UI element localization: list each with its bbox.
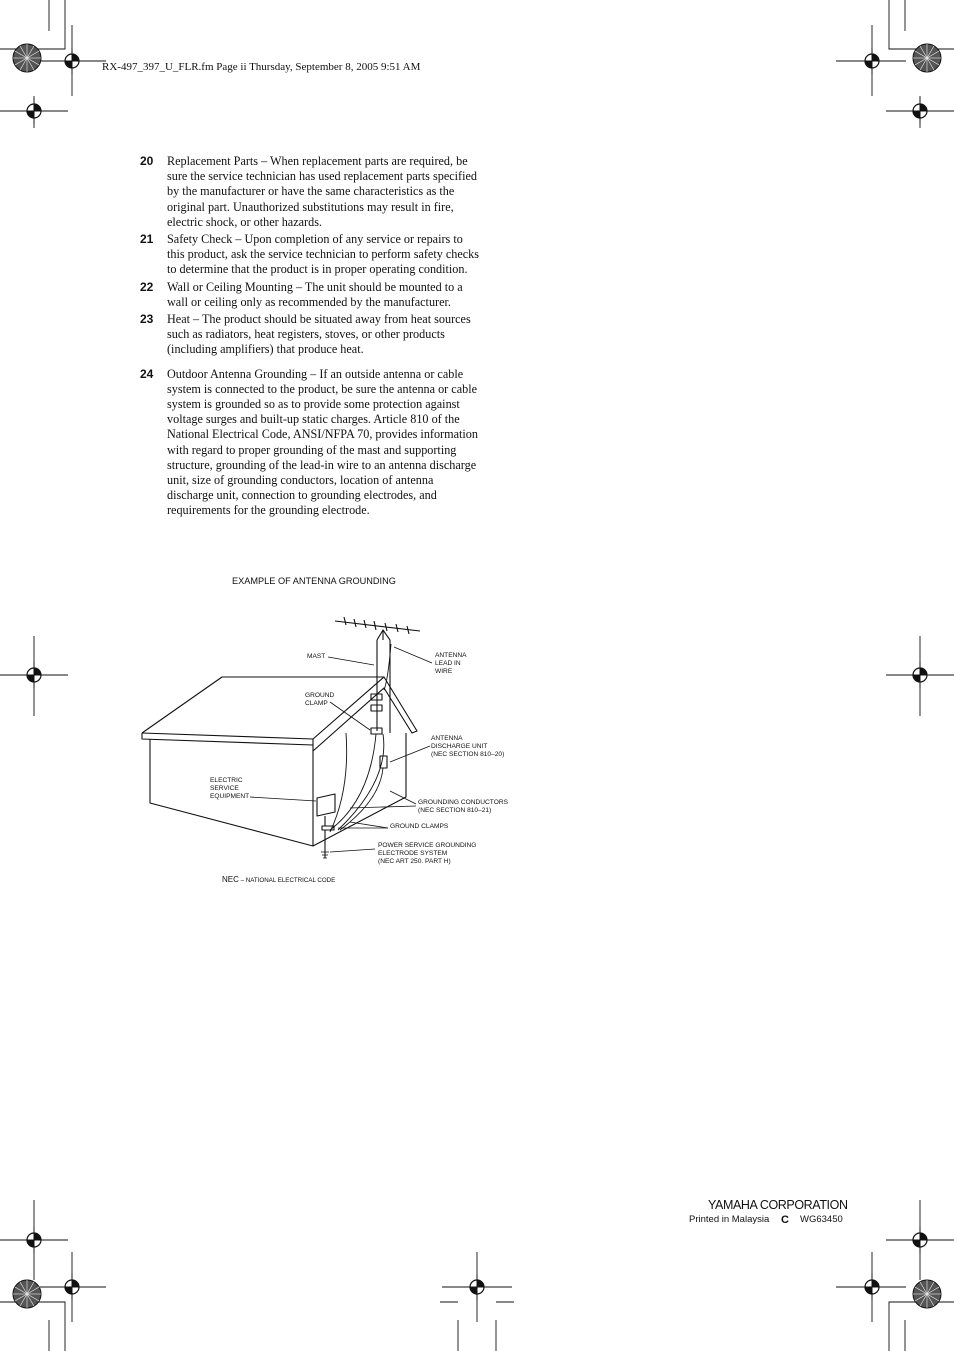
part-number: WG63450	[800, 1214, 843, 1225]
item-number: 23	[140, 312, 154, 327]
label-ground-clamps: GROUND CLAMPS	[390, 823, 449, 830]
label-ground-clamp: GROUND CLAMP	[305, 692, 335, 707]
service-box	[317, 794, 335, 816]
label-power-service-grounding: POWER SERVICE GROUNDING ELECTRODE SYSTEM (NEC ART 250. PART H)	[378, 842, 477, 865]
printed-in-country: Printed in Malaysia	[689, 1214, 770, 1225]
item-text: Heat – The product should be situated away from heat sources such as radiators, heat registers, stoves, or other products (including amplifiers) that produce heat.	[167, 312, 471, 357]
nec-definition: – NATIONAL ELECTRICAL CODE	[238, 877, 336, 884]
diagram-title: EXAMPLE OF ANTENNA GROUNDING	[232, 576, 396, 586]
item-text: Replacement Parts – When replacement parts are required, be sure the service technician has used replacement parts specified by the manufacturer or have the same characteristics as the original part. Unauthorized substitutions may result in fire, electric shock, or other hazards.	[167, 154, 477, 229]
item-number: 24	[140, 366, 154, 381]
item-number: 20	[140, 154, 154, 168]
roof-ridge	[142, 677, 384, 733]
company-name: YAMAHA CORPORATION	[708, 1198, 848, 1212]
nec-abbreviation: NEC	[222, 875, 239, 884]
nec-footnote	[222, 875, 335, 884]
file-slug: RX-497_397_U_FLR.fm Page ii Thursday, September 8, 2005 9:51 AM	[102, 61, 421, 73]
item-number: 21	[140, 232, 154, 247]
label-electric-service-equipment: ELECTRIC SERVICE EQUIPMENT	[210, 777, 250, 800]
label-antenna-lead-in-wire: ANTENNA LEAD IN WIRE	[435, 652, 467, 675]
label-antenna-discharge-unit: ANTENNA DISCHARGE UNIT (NEC SECTION 810–20)	[431, 735, 505, 758]
item-text: Wall or Ceiling Mounting – The unit should be mounted to a wall or ceiling only as recommended by the manufacturer.	[167, 279, 463, 309]
label-grounding-conductors: GROUNDING CONDUCTORS (NEC SECTION 810–21)	[418, 799, 508, 814]
item-number: 22	[140, 279, 154, 294]
item-text: Outdoor Antenna Grounding – If an outside antenna or cable system is connected to the product, be sure the antenna or cable system is grounded so as to provide some protection against voltage surges and built-up static charges. Article 810 of the National Electrical Code, ANSI/NFPA 70, provides information with regard to proper grounding of the mast and supporting structure, grounding of the lead-in wire to an antenna discharge unit, size of grounding conductors, location of antenna discharge unit, connection to grounding electrodes, and requirements for the grounding electrode.	[167, 366, 478, 518]
item-text: Safety Check – Upon completion of any service or repairs to this product, ask the service technician to perform safety checks to determine that the product is in proper operating condition.	[167, 232, 480, 277]
recycle-c-icon: C	[781, 1214, 789, 1226]
label-mast: MAST	[307, 653, 326, 660]
mast-column	[377, 640, 390, 733]
